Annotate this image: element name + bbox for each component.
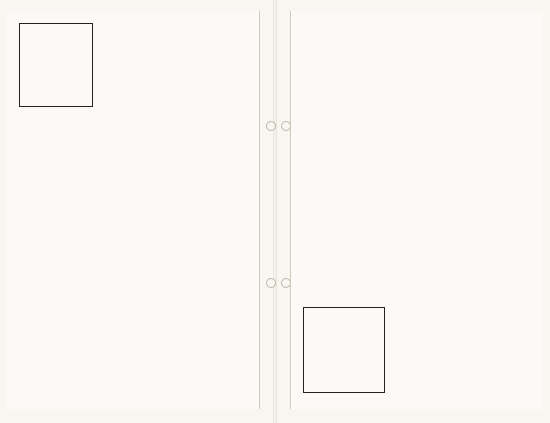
left-footer-line-1 bbox=[21, 352, 245, 363]
right-boxed-note bbox=[303, 307, 385, 393]
left-page-text bbox=[21, 23, 245, 397]
right-page bbox=[290, 11, 543, 409]
center-left-punch-hole-upper bbox=[266, 121, 276, 131]
left-page bbox=[7, 11, 260, 409]
left-page-footer bbox=[21, 352, 245, 397]
center-left-punch-hole-lower bbox=[266, 278, 276, 288]
left-footer-line-2 bbox=[21, 367, 245, 378]
center-fold bbox=[273, 0, 277, 423]
left-footer-line-3 bbox=[21, 382, 245, 393]
